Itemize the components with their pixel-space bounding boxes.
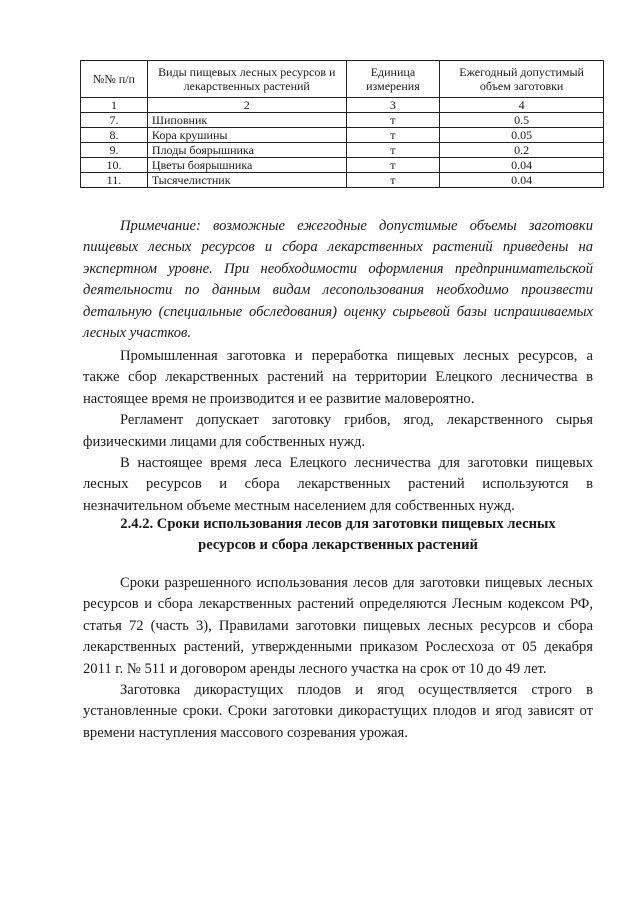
row-volume: 0.05	[440, 128, 604, 143]
table-row	[81, 128, 604, 143]
row-num: 7.	[81, 113, 148, 128]
header-name: Виды пищевых лесных ресурсов и лекарственных растений	[147, 61, 346, 98]
row-num: 10.	[81, 158, 148, 173]
table-row	[81, 158, 604, 173]
body-paragraph: Заготовка дикорастущих плодов и ягод осуществляется строго в установленные сроки. Сроки заготовки дикорастущих плодов и ягод зависят от времени наступления массового созревания урожая.	[83, 682, 593, 741]
row-name: Тысячелистник	[147, 173, 346, 188]
row-unit: т	[346, 173, 440, 188]
header-num: №№ п/п	[81, 61, 148, 98]
index-cell: 2	[147, 98, 346, 113]
body-paragraph: Сроки разрешенного использования лесов для заготовки пищевых лесных ресурсов и сбора лекарственных растений определяются Лесным кодексом РФ, статья 72 (часть 3), Правилами заготовки пищевых лесных ресурсов и сбора лекарственных растений, утвержденными приказом Рослесхоза от 05 декабря 2011 г. № 511 и договором аренды лесного участка на срок от 10 до 49 лет.	[83, 575, 593, 677]
body-paragraph: Промышленная заготовка и переработка пищевых лесных ресурсов, а также сбор лекарственных растений на территории Елецкого лесничества в настоящее время не производится и ее развитие маловероятно.	[83, 348, 593, 407]
body-paragraph: Регламент допускает заготовку грибов, ягод, лекарственного сырья физическими лицами для собственных нужд.	[83, 412, 593, 450]
note-paragraph: Примечание: возможные ежегодные допустимые объемы заготовки пищевых лесных ресурсов и сбора лекарственных растений приведены на экспертном уровне. При необходимости оформления предпринимательской деятельности по данным видам лесопользования необходимо произвести детальную (специальные обследования) оценку сырьевой базы испрашиваемых лесных участков.	[83, 218, 593, 342]
row-name: Плоды боярышника	[147, 143, 346, 158]
section-heading	[83, 514, 593, 557]
row-unit: т	[346, 113, 440, 128]
body-section-1	[83, 346, 593, 517]
header-volume: Ежегодный допустимый объем заготовки	[440, 61, 604, 98]
table-row	[81, 113, 604, 128]
table-row	[81, 143, 604, 158]
row-volume: 0.04	[440, 158, 604, 173]
row-volume: 0.5	[440, 113, 604, 128]
index-cell: 1	[81, 98, 148, 113]
header-unit: Единица измерения	[346, 61, 440, 98]
table-header-row	[81, 61, 604, 98]
body-paragraph: В настоящее время леса Елецкого лесничества для заготовки пищевых лесных ресурсов и сбора лекарственных растений используются в незначительном объеме местным населением для собственных нужд.	[83, 455, 593, 514]
row-name: Шиповник	[147, 113, 346, 128]
body-section-2	[83, 573, 593, 744]
row-volume: 0.2	[440, 143, 604, 158]
heading-line-1: 2.4.2. Сроки использования лесов для заготовки пищевых лесных	[120, 516, 556, 532]
heading-line-2: ресурсов и сбора лекарственных растений	[198, 537, 478, 554]
index-cell: 4	[440, 98, 604, 113]
index-cell: 3	[346, 98, 440, 113]
table-row	[81, 173, 604, 188]
row-volume: 0.04	[440, 173, 604, 188]
row-name: Кора крушины	[147, 128, 346, 143]
resources-table	[80, 60, 604, 188]
row-name: Цветы боярышника	[147, 158, 346, 173]
table-note	[83, 216, 593, 344]
table-index-row	[81, 98, 604, 113]
row-num: 9.	[81, 143, 148, 158]
row-unit: т	[346, 158, 440, 173]
row-unit: т	[346, 143, 440, 158]
row-num: 11.	[81, 173, 148, 188]
row-num: 8.	[81, 128, 148, 143]
row-unit: т	[346, 128, 440, 143]
